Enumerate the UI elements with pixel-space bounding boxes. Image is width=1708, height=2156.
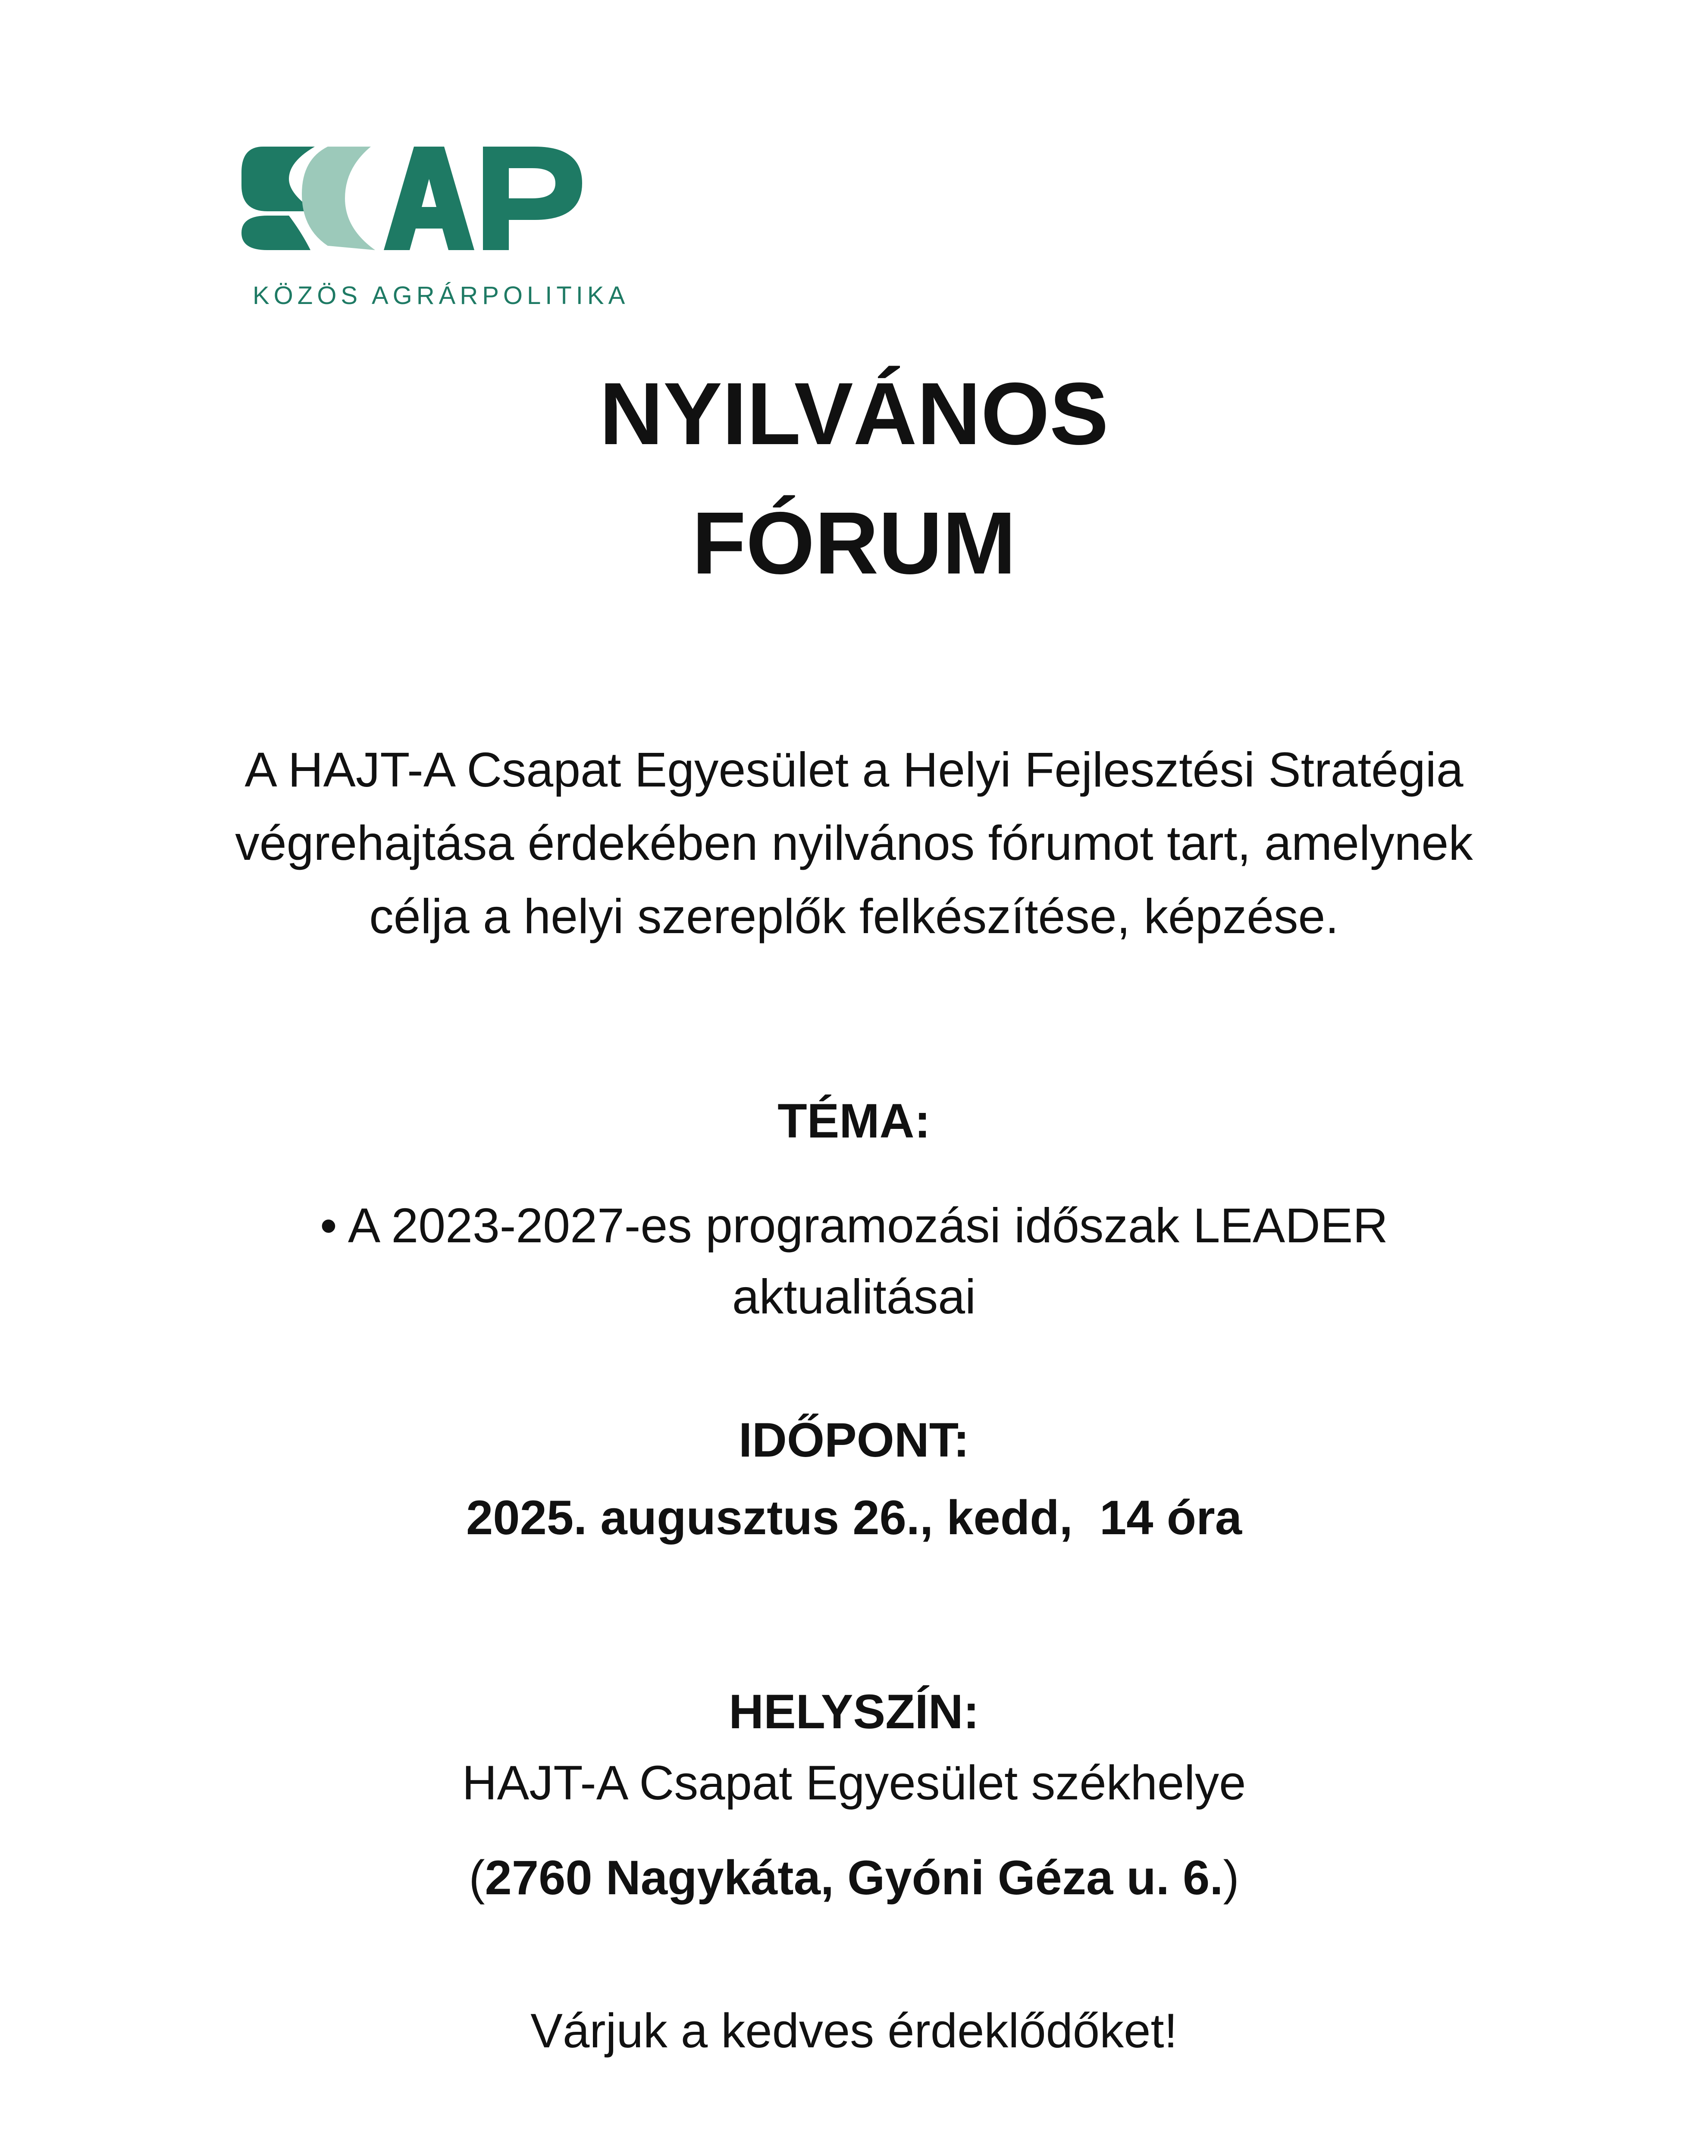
intro-line-1: A HAJT-A Csapat Egyesület a Helyi Fejlesztési Stratégia	[244, 743, 1464, 797]
place-address	[0, 1843, 1708, 1912]
address-close-paren: )	[1223, 1851, 1239, 1905]
topic-item-line-1: • A 2023-2027-es programozási időszak LEADER	[320, 1198, 1388, 1253]
kap-letter-p	[483, 147, 582, 250]
topic-heading: TÉMA:	[777, 1094, 931, 1148]
place-heading: HELYSZÍN:	[729, 1685, 979, 1739]
address-open-paren: (	[469, 1851, 485, 1905]
closing-text: Várjuk a kedves érdeklődőket!	[530, 2004, 1178, 2058]
page-title-line-2: FÓRUM	[692, 494, 1016, 592]
kap-leaf-dark-lower	[241, 216, 310, 250]
topic-item-line-2: aktualitásai	[732, 1269, 976, 1324]
page-title-line-1: NYILVÁNOS	[599, 364, 1109, 463]
kap-leaf-light	[302, 147, 375, 250]
kap-tagline: KÖZÖS AGRÁRPOLITIKA	[253, 282, 630, 310]
time-value: 2025. augusztus 26., kedd, 14 óra	[466, 1491, 1242, 1545]
intro-line-2: végrehajtása érdekében nyilvános fórumot tart, amelynek	[235, 816, 1473, 870]
kap-letter-a	[384, 147, 474, 250]
intro-line-3: célja a helyi szereplők felkészítése, képzése.	[369, 889, 1339, 943]
address-text: 2760 Nagykáta, Gyóni Géza u. 6.	[485, 1851, 1223, 1905]
time-heading: IDŐPONT:	[738, 1413, 970, 1467]
place-name: HAJT-A Csapat Egyesület székhelye	[462, 1756, 1246, 1810]
